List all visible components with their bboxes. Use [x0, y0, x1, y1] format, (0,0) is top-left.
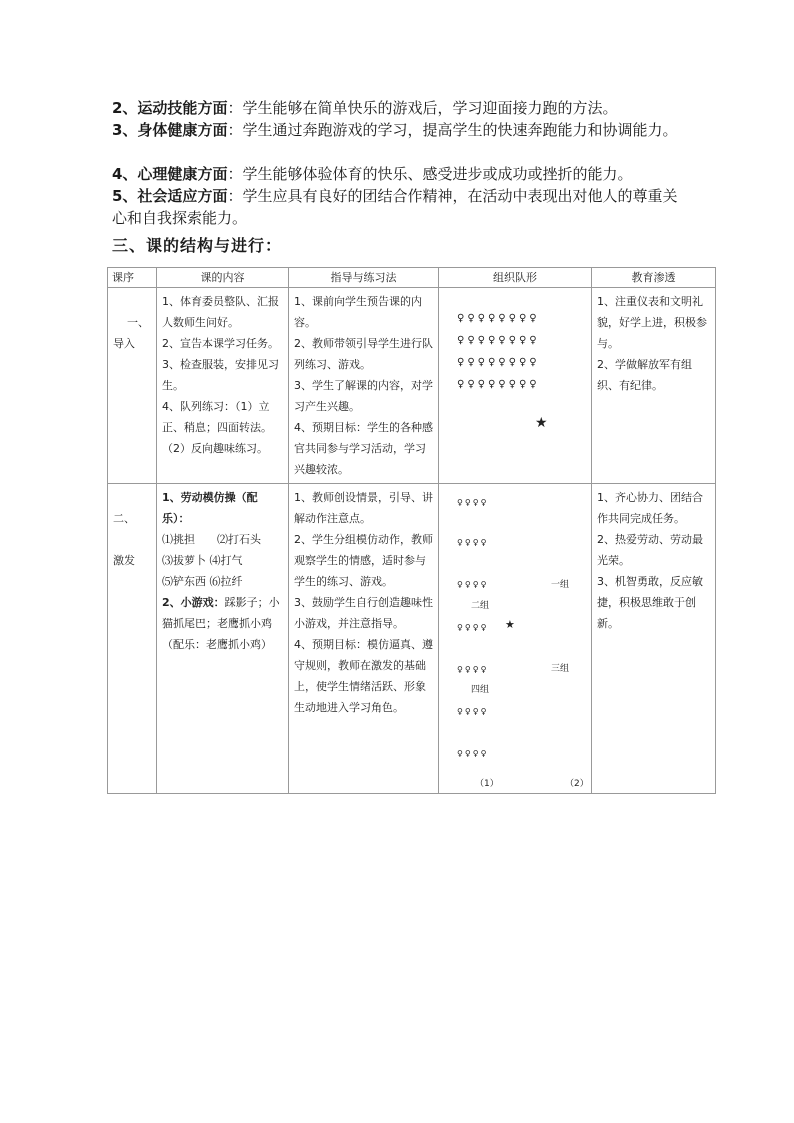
objective-text: 学生能够在简单快乐的游戏后，学习迎面接力跑的方法。 [242, 99, 618, 117]
content-item: 2、宣告本课学习任务。 [162, 337, 279, 350]
stage-number: 一、 [127, 316, 149, 329]
student-row: ♀♀♀♀♀♀♀♀ [457, 379, 540, 390]
objective-label: 3、身体健康方面 [112, 121, 228, 139]
objective-label: 2、运动技能方面 [112, 99, 228, 117]
content-item: 3、检查服装，安排见习生。 [162, 358, 279, 392]
content-title: 1、劳动模仿操（配乐）： [162, 491, 258, 525]
student-group: ♀♀♀♀ [457, 707, 489, 716]
stage-cell [108, 288, 157, 484]
teacher-star-icon: ★ [535, 415, 548, 431]
table-row [108, 288, 716, 484]
header-stage: 课序 [108, 268, 157, 288]
stage-name: 导入 [113, 337, 135, 350]
content-item: 1、体育委员整队、汇报人数师生问好。 [162, 295, 279, 329]
objective-mental-health [112, 163, 687, 185]
guidance-item: 1、教师创设情景，引导、讲解动作注意点。 [294, 491, 433, 525]
education-item: 2、热爱劳动、劳动最光荣。 [597, 533, 703, 567]
lesson-structure-table [107, 267, 716, 794]
content-item: 4、队列练习：（1）立正、稍息；四面转法。（2）反向趣味练习。 [162, 400, 272, 455]
guidance-item: 4、预期目标：学生的各种感官共同参与学习活动，学习兴趣较浓。 [294, 421, 433, 476]
student-group: ♀♀♀♀ [457, 580, 489, 589]
education-cell [592, 484, 716, 794]
student-group: ♀♀♀♀ [457, 665, 489, 674]
guidance-cell [289, 484, 439, 794]
guidance-item: 3、学生了解课的内容，对学习产生兴趣。 [294, 379, 433, 413]
header-formation: 组织队形 [439, 268, 592, 288]
guidance-item: 2、教师带领引导学生进行队列练习、游戏。 [294, 337, 433, 371]
student-row: ♀♀♀♀♀♀♀♀ [457, 357, 540, 368]
guidance-item: 2、学生分组模仿动作，教师观察学生的情感，适时参与学生的练习、游戏。 [294, 533, 433, 588]
content-game-text: 踩影子；小猫抓尾巴；老鹰抓小鸡（配乐：老鹰抓小鸡） [162, 596, 280, 651]
objective-text: 学生能够体验体育的快乐、感受进步或成功或挫折的能力。 [242, 165, 633, 183]
student-group: ♀♀♀♀ [457, 623, 489, 632]
formation-cell [439, 288, 592, 484]
group-label: 四组 [471, 685, 490, 695]
education-item: 3、机智勇敢，反应敏捷，积极思维敢于创新。 [597, 575, 703, 630]
formation-caption: （2） [565, 779, 589, 789]
teacher-star-icon: ★ [505, 618, 515, 631]
education-item: 2、学做解放军有组织、有纪律。 [597, 358, 692, 392]
guidance-item: 1、课前向学生预告课的内容。 [294, 295, 422, 329]
table-header-row [108, 268, 716, 288]
guidance-item: 3、鼓励学生自行创造趣味性小游戏，并注意指导。 [294, 596, 433, 630]
content-cell [157, 288, 289, 484]
content-cell [157, 484, 289, 794]
content-item: ⑶拔萝卜 ⑷打气 [162, 554, 243, 567]
content-game [162, 592, 283, 655]
education-item: 1、齐心协力、团结合作共同完成任务。 [597, 491, 703, 525]
stage-name: 激发 [113, 554, 135, 567]
stage-number: 二、 [113, 512, 135, 525]
table-row [108, 484, 716, 794]
content-item: ⑸铲东西 ⑹拉纤 [162, 575, 243, 588]
objective-sep: ： [227, 121, 243, 139]
objective-label: 5、社会适应方面 [112, 187, 228, 205]
header-content: 课的内容 [157, 268, 289, 288]
student-group: ♀♀♀♀ [457, 749, 489, 758]
objective-sep: ： [227, 165, 243, 183]
education-cell [592, 288, 716, 484]
group-label: 二组 [471, 601, 490, 611]
objective-text: 学生应具有良好的团结合作精神，在活动中表现出对他人的尊重关心和自我探索能力。 [112, 187, 678, 227]
objective-text: 学生通过奔跑游戏的学习，提高学生的快速奔跑能力和协调能力。 [242, 121, 678, 139]
content-item: ⑴挑担 ⑵打石头 [162, 533, 261, 546]
education-item: 1、注重仪表和文明礼貌，好学上进，积极参与。 [597, 295, 707, 350]
header-education: 教育渗透 [592, 268, 716, 288]
content-game-label: 2、小游戏： [162, 596, 225, 609]
group-label: 三组 [551, 664, 570, 674]
student-group: ♀♀♀♀ [457, 538, 489, 547]
objective-social-adaptation [112, 185, 687, 229]
objective-sep: ： [227, 187, 243, 205]
formation-cell [439, 484, 592, 794]
header-guidance: 指导与练习法 [289, 268, 439, 288]
guidance-cell [289, 288, 439, 484]
formation-caption: （1） [475, 779, 499, 789]
objective-label: 4、心理健康方面 [112, 165, 228, 183]
objective-sep: ： [227, 99, 243, 117]
stage-cell [108, 484, 157, 794]
guidance-item: 4、预期目标：模仿逼真、遵守规则，教师在激发的基础上，使学生情绪活跃、形象生动地进入学习角色。 [294, 638, 433, 714]
group-label: 一组 [551, 580, 570, 590]
student-row: ♀♀♀♀♀♀♀♀ [457, 335, 540, 346]
objective-motor-skills [112, 97, 687, 119]
student-group: ♀♀♀♀ [457, 498, 489, 507]
student-row: ♀♀♀♀♀♀♀♀ [457, 313, 540, 324]
objective-physical-health [112, 119, 687, 141]
section-title: 三、课的结构与进行： [112, 236, 283, 255]
